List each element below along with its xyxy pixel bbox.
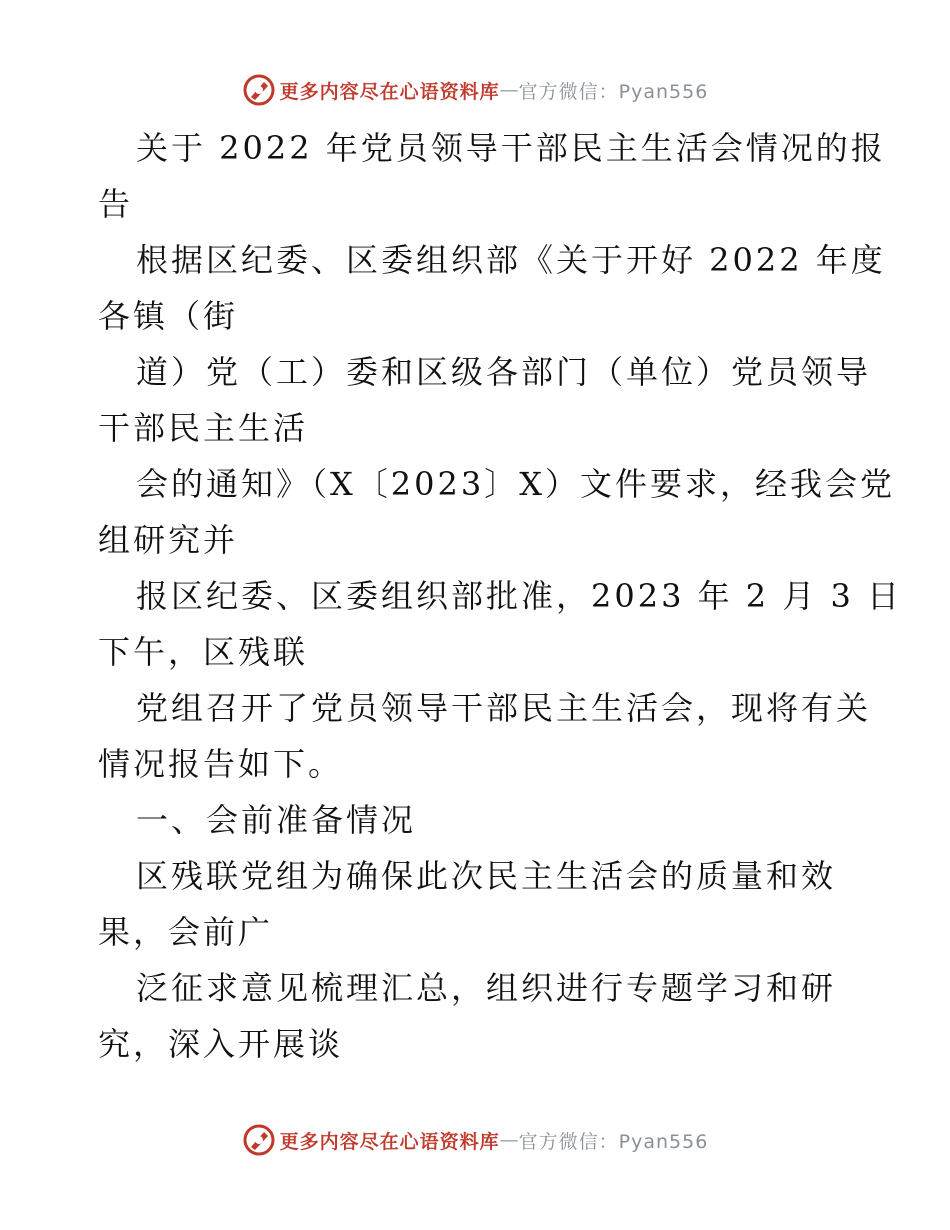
document-text-line: 究，深入开展谈 — [98, 1025, 344, 1063]
banner-contact-text: 官方微信：Pyan556 — [518, 1130, 709, 1153]
document-text-line: 区残联党组为确保此次民主生活会的质量和效 — [136, 857, 837, 895]
document-text-line: 告 — [98, 185, 134, 223]
banner-separator: — — [499, 1129, 519, 1151]
document-text-line: 道）党（工）委和区级各部门（单位）党员领导 — [136, 353, 872, 391]
document-text-line: 各镇（街 — [98, 297, 239, 335]
red-circle-pen-logo-icon — [242, 73, 276, 107]
banner-brand-text: 更多内容尽在心语资料库 — [279, 1130, 500, 1153]
document-text-line: 报区纪委、区委组织部批准，2023 年 2 月 3 日 — [136, 577, 903, 615]
document-text-line: 下午，区残联 — [98, 633, 309, 671]
document-text-line: 泛征求意见梳理汇总，组织进行专题学习和研 — [136, 969, 837, 1007]
banner-separator: — — [499, 79, 519, 101]
document-body — [98, 120, 903, 1072]
document-text-line: 果，会前广 — [98, 913, 274, 951]
red-circle-pen-logo-icon — [242, 1123, 276, 1157]
document-text-line: 情况报告如下。 — [98, 745, 344, 783]
document-text-line: 干部民主生活 — [98, 409, 309, 447]
document-text-line: 党组召开了党员领导干部民主生活会，现将有关 — [136, 689, 872, 727]
banner-contact-text: 官方微信：Pyan556 — [518, 80, 709, 103]
document-text-line: 根据区纪委、区委组织部《关于开好 2022 年度 — [136, 241, 886, 279]
document-text-line: 一、会前准备情况 — [136, 801, 417, 839]
document-text-line: 关于 2022 年党员领导干部民主生活会情况的报 — [136, 129, 886, 167]
document-text-line: 组研究并 — [98, 521, 239, 559]
banner-brand-text: 更多内容尽在心语资料库 — [279, 80, 500, 103]
footer-watermark-banner — [0, 1120, 950, 1160]
header-watermark-banner — [0, 70, 950, 110]
document-text-line: 会的通知》（X〔2023〕X）文件要求，经我会党 — [136, 465, 896, 503]
